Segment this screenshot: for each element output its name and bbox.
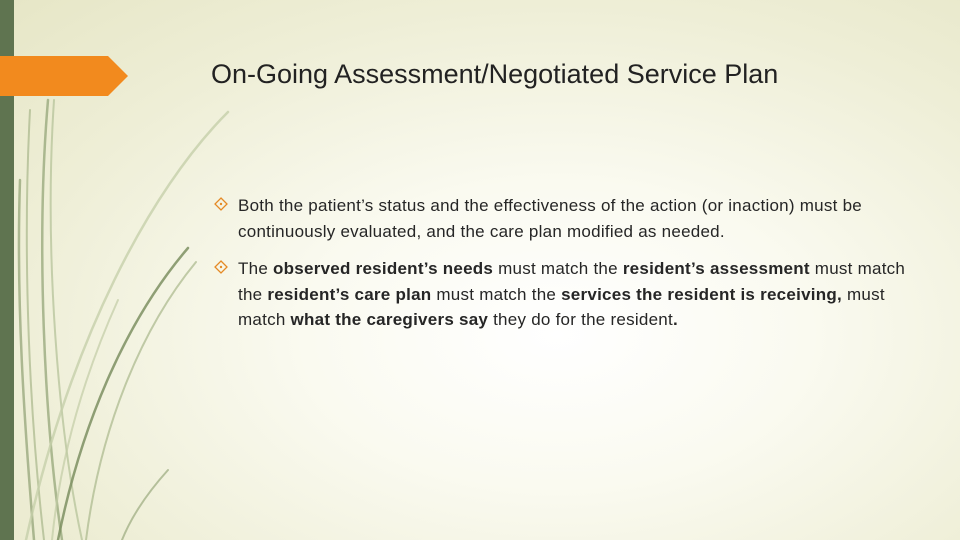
bullet-text-segment: they do for the resident [488,310,673,329]
bullet-text-segment: The [238,259,274,278]
diamond-outline-icon [214,197,228,211]
bullet-text-bold-segment: resident’s assessment [622,259,810,278]
bullet-text-segment: must match the [238,259,906,304]
bullet-text-bold-segment: observed resident’s needs [273,259,494,278]
bullet-text-bold-segment: . [672,310,678,329]
bullet-list [214,193,914,345]
bullet-item [214,256,914,333]
bullet-text-segment: must match the [431,284,562,304]
bullet-text [238,193,914,244]
bullet-text-bold-segment: what the caregivers say [290,310,489,329]
bullet-text-bold-segment: services the resident is receiving, [561,284,842,304]
slide-title: On-Going Assessment/Negotiated Service Plan [211,59,779,89]
bullet-text-segment: must match the [493,259,623,278]
bullet-text-segment: Both the patient’s status and the effectiveness of the action (or inaction) must be continuously evaluated, and the care plan modified as needed. [238,196,862,241]
bullet-text [238,256,914,333]
diamond-outline-icon [214,260,228,274]
title-accent-tab [0,56,128,96]
bullet-text-bold-segment: resident’s care plan [267,284,432,304]
bullet-item [214,193,914,244]
bullet-text-segment: must match [238,284,885,329]
